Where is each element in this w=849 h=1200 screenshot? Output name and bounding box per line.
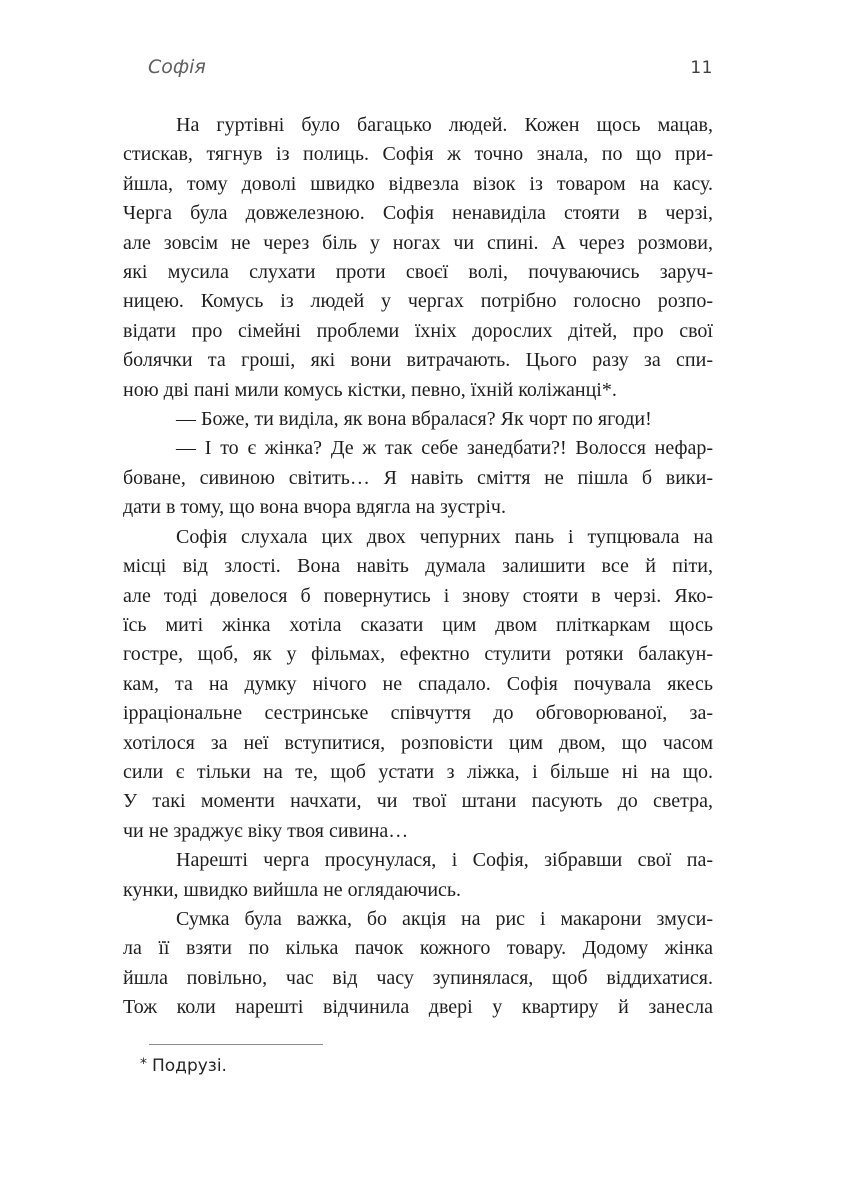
text-line: відати про сімейні проблеми їхніх дорослих дітей, про свої: [123, 319, 713, 342]
text-line: кам, та на думку нічого не спадало. Софія почувала якесь: [123, 672, 713, 695]
text-line: Сумка була важка, бо акція на рис і макарони змуси-: [176, 907, 713, 930]
paragraph: [123, 111, 713, 405]
text-line: йшла, тому доволі швидко відвезла візок із товаром на касу.: [123, 172, 713, 195]
paragraph: [123, 434, 713, 522]
running-title: Софія: [148, 56, 206, 78]
text-line: їсь миті жінка хотіла сказати цим двом пліткаркам щось: [123, 613, 713, 636]
text-line: але тоді довелося б повернутись і знову стояти в черзі. Яко-: [123, 584, 713, 607]
page-number: 11: [690, 58, 713, 78]
footnote-area: [123, 1044, 713, 1076]
text-line: сили є тільки на те, щоб устати з ліжка, і більше ні на що.: [123, 760, 713, 783]
text-line: ла її взяти по кілька пачок кожного товару. Додому жінка: [123, 937, 713, 960]
body-text: [123, 111, 713, 1023]
text-line: болячки та гроші, які вони витрачають. Цього разу за спи-: [123, 349, 713, 372]
text-line: — Боже, ти виділа, як вона вбралася? Як чорт по ягоди!: [176, 408, 652, 431]
text-line: У такі моменти начхати, чи твої штани пасують до светра,: [123, 790, 713, 813]
paragraph: [123, 905, 713, 1023]
text-line: хотілося за неї вступитися, розповісти цим двом, що часом: [123, 731, 713, 754]
text-line: місці від злості. Вона навіть думала залишити все й піти,: [123, 555, 713, 578]
text-line: кунки, швидко вийшла не оглядаючись.: [123, 878, 462, 901]
text-line: стискав, тягнув із полиць. Софія ж точно знала, по що при-: [123, 143, 713, 166]
text-line: ною дві пані мили комусь кістки, певно, їхній коліжанці*.: [123, 378, 617, 401]
text-line: боване, сивиною світить… Я навіть сміття не пішла б вики-: [123, 466, 713, 489]
text-line: дати в тому, що вона вчора вдягла на зустріч.: [123, 496, 506, 519]
paragraph: [123, 523, 713, 846]
text-line: чи не зраджує віку твоя сивина…: [123, 819, 409, 842]
text-line: — І то є жінка? Де ж так себе занедбати?! Волосся нефар-: [176, 437, 713, 460]
text-line: які мусила слухати проти своєї волі, почуваючись заруч-: [123, 261, 713, 284]
page-header: [123, 56, 713, 78]
text-line: Нарешті черга просунулася, і Софія, зібравши свої па-: [176, 849, 713, 872]
paragraph: [123, 405, 713, 434]
text-line: На гуртівні було багацько людей. Кожен щось мацав,: [176, 114, 713, 136]
paragraph: [123, 846, 713, 905]
footnote: [140, 1056, 713, 1076]
text-line: але зовсім не через біль у ногах чи спині. А через розмови,: [123, 231, 713, 254]
text-line: Софія слухала цих двох чепурних пань і тупцювала на: [176, 525, 713, 548]
footnote-marker: *: [140, 1056, 147, 1072]
text-line: ницею. Комусь із людей у чергах потрібно голосно розпо-: [123, 290, 713, 313]
text-line: Тож коли нарешті відчинила двері у квартиру й занесла: [123, 996, 713, 1019]
text-line: гостре, щоб, як у фільмах, ефектно стулити ротяки балакун-: [123, 643, 713, 666]
text-line: йшла повільно, час від часу зупинялася, щоб віддихатися.: [123, 966, 713, 989]
text-line: Черга була довжелезною. Софія ненавиділа стояти в черзі,: [123, 202, 713, 225]
text-line: ірраціональне сестринське співчуття до обговорюваної, за-: [123, 702, 713, 725]
footnote-rule: [149, 1044, 323, 1045]
footnote-text: Подрузі.: [152, 1056, 227, 1076]
